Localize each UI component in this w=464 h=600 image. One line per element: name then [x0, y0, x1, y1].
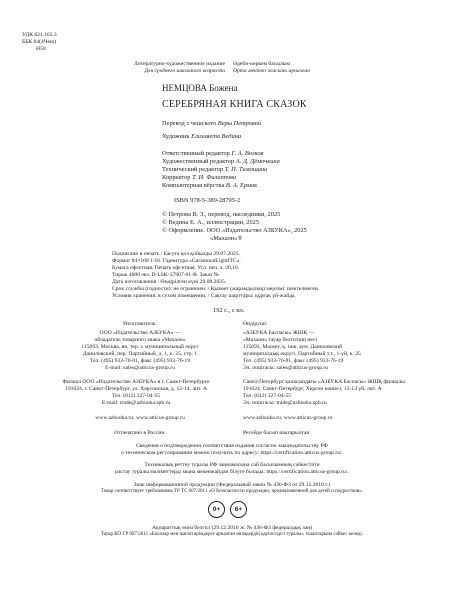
footer-line: Ақпараттық өнім белгісі (29.12.2010 ж. № 436-ФЗ федералдық заң) [151, 525, 313, 531]
editor-line: Ответственный редактор Г. А. Волков [162, 150, 264, 157]
certification-line: растау туралы мәліметтерді мына мекенжайдан білуге болады: https://certification.atticus-group.ru/. [115, 469, 349, 475]
author-mark: Н50 [36, 46, 46, 52]
manufacturer-ru-line: обладатель товарного знака «Махаон» [94, 337, 186, 343]
manufacturer-kz-line: «Махаон» тауар белгісінің иесі [243, 337, 318, 343]
printed-in-kz: Ресейде басып шығарылған. [243, 430, 311, 436]
translation-credit: Перевод с чешского Веры Петровой [162, 120, 262, 127]
genre-kz: Әдеби-көркем басылым [233, 61, 291, 67]
printed-in-ru: Отпечатано в России. [114, 430, 166, 436]
manufacturer-kz-line: Тел. (495) 933-76-01, факс (495) 933-76-19 [243, 358, 344, 364]
isbn: ISBN 978-5-389-28795-2 [174, 197, 241, 204]
age-group-ru: Для среднего школьного возраста [144, 68, 225, 74]
website-kz[interactable]: www.azbooka.ru; www.atticus-group.ru [243, 415, 333, 421]
print-info-line: Срок службы (годности): не ограничен. / Қызмет (жарамдылық) мерзімі: шектелмеген. [112, 286, 320, 292]
manufacturer-title-kz: Өндіруші: [243, 321, 268, 327]
manufacturer-kz-line: 115093, Мәскеу, қ. ішк. аум. Даниловский [243, 344, 343, 350]
branch-ru-line: Филиал ООО «Издательство АЗБУКА» в г. Санкт-Петербурге [62, 379, 210, 385]
editor-line: Технический редактор Т. П. Тимошина [162, 166, 268, 173]
book-title: СЕРЕБРЯНАЯ КНИГА СКАЗОК [162, 99, 307, 110]
manufacturer-title-ru: Изготовитель: [123, 321, 157, 327]
age-info-line: Знак информационной продукции (Федеральный закон № 436-ФЗ от 29.12.2010 г.) [133, 482, 331, 488]
branch-ru-line: Тел. (812) 327-04-55 [111, 393, 161, 399]
print-info-line: Бумага офсетная. Печать офсетная. Усл. печ. л. 20,16. [112, 265, 240, 271]
copyright-line: © Оформление. ООО «Издательство АЗБУКА», 2025 [162, 227, 307, 234]
print-info-line: Условия хранения: в сухом помещении. / Сақтау шарттары: құрғақ үй-жайда. [112, 293, 296, 299]
age-mark-0plus: 0+ [208, 501, 225, 518]
manufacturer-kz-line: Эл. поштасы: sales@atticus-group.ru [243, 365, 329, 371]
manufacturer-ru-line: ООО «Издательство АЗБУКА» — [99, 330, 181, 336]
print-info-line: Подписано в печать / Басуға қол қойылды 29.07.2025. [112, 251, 240, 257]
branch-kz-line: Санкт-Петербург қаласындағы «АЗБУКА Баспасы» ЖШҚ филиалы [243, 379, 405, 385]
udk-code: УДК 821.162.3 [22, 32, 57, 38]
manufacturer-ru-line: Даниловский, пер. Партийный, д. 1, к. 25, стр. 1 [82, 351, 198, 357]
page-count: 192 с., с ил. [213, 307, 245, 314]
manufacturer-ru-line: E-mail: sales@atticus-group.ru [105, 365, 175, 371]
branch-ru-line: 191024, г. Санкт-Петербург, ул. Херсонская, д. 12-14, лит. А [65, 386, 207, 392]
bbk-code: ББК 84(4Чеш) [22, 39, 57, 45]
manufacturer-kz-line: муниципалдық округі, Партийный т.т., 1-үй, к. 25 [243, 351, 361, 357]
age-info-line: Товар соответствует требованиям ТР ТС 007/2011 «О безопасности продукции, предназначенной для детей и подростков». [101, 489, 363, 494]
age-mark-6plus: 6+ [230, 501, 247, 518]
genre-ru: Литературно-художественное издание [133, 61, 225, 67]
certification-line: Техникалық реттеу туралы РФ заңнамасына сай басылымның сәйкестігін [144, 462, 320, 468]
editor-line: Компьютерная вёрстка В. А. Ермак [162, 182, 258, 189]
trademark: «Махаон»® [210, 235, 243, 242]
illustrator-credit: Художник Елизавета Ведина [162, 133, 242, 140]
branch-kz-line: Тел. (812) 327-04-55 [243, 393, 292, 399]
branch-ru-line: E-mail: trade@azbooka.spb.ru [101, 400, 171, 406]
footer-line: Тауар КО ТР 007/2011 «Балалар мен жасөспірімдерге арналған өнімдердің қауіпсіздігі туралы» талаптарына сәйкес келеді. [100, 532, 364, 537]
certification-line: о техническом регулировании можно получить по адресу: https://certification.atticus-group.ru/. [120, 450, 343, 456]
copyright-line: © Петрова В. З., перевод, наследники, 2025 [162, 211, 281, 218]
branch-kz-line: 191024, Санкт-Петербург, Херсон көшесі, 12-14 үй, лит. А [243, 386, 382, 392]
print-info-line: Тираж 4000 экз. D-LSK-37907-01-R. Заказ № [112, 272, 219, 278]
author-name: НЕМЦОВА Божена [162, 83, 238, 93]
editor-line: Корректор Т. И. Филиппова [162, 174, 237, 181]
certification-line: Сведения о подтверждении соответствия издания согласно законодательству РФ [136, 443, 328, 449]
print-info-line: Формат 84×108 1/16. Гарнитура «GaramondLightITC». [112, 258, 241, 264]
copyright-line: © Ведина Е. А., иллюстрации, 2025 [162, 219, 260, 226]
editor-line: Художественный редактор А. Д. Дёмочкина [162, 158, 280, 165]
manufacturer-kz-line: «АЗБУКА Баспасы» ЖШҚ — [243, 330, 315, 336]
age-group-kz: Орта мектеп жасына арналған [233, 68, 310, 74]
manufacturer-ru-line: Тел. (495) 933-76-01, факс (495) 933-76-19 [89, 358, 191, 364]
print-info-line: Дата изготовления / Өндірілген күні 29.08.2025. [112, 279, 227, 285]
branch-kz-line: Эл. поштасы: trade@azbooka.spb.ru [243, 400, 327, 406]
manufacturer-ru-line: 115093, Москва, вн. тер. г. муниципальный округ [81, 344, 199, 350]
website-ru[interactable]: www.azbooka.ru; www.atticus-group.ru [95, 415, 185, 421]
